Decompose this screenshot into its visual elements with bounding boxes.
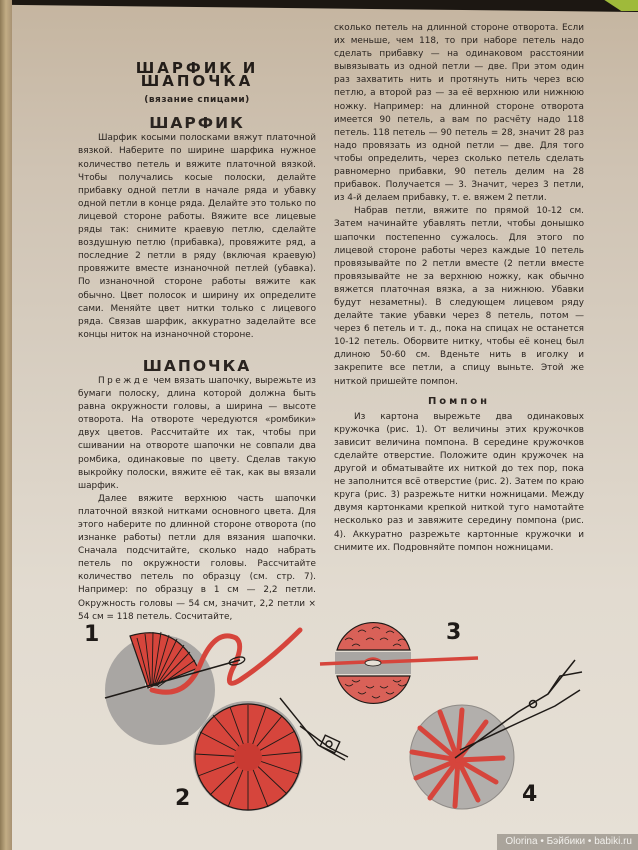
pompom-instructions: Из картона вырежьте два одинаковых кружочка (рис. 1). От величины этих кружочков зависит величина помпона. В середине кружочков сделайте отверстие. Положите один кружочек на другой и обматывайте их ниткой до тех пор, пока не заполнится всё отверстие (рис. 2). Затем по краю круга (рис. 3) разрежьте нитки ножницами. Между двумя картонками крепкой ниткой туго намотайте несколько раз и завяжите середину помпона (рис. 4). Аккуратно разрежьте картонные кружочки и снимите их. Подровняйте помпон ножницами. (334, 411, 584, 553)
hat-instructions-3: Набрав петли, вяжите по прямой 10-12 см. Затем начинайте убавлять петли, чтобы донышко шапочки постепенно сужалось. Для этого по лицевой стороне работы через каждые 10 петель провязывайте по 2 петли вместе (2 петли вместе провязывайте не за верхнюю ножку, как обычно вяжется платочная вязка, а за нижнюю. Убавки будут незаметны). В следующем лицевом ряду делайте такие убавки через 8 петель, потом — через 6 петель и т. д., пока на спицах не останется 10-12 петель. Оборвите нитку, чтобы её конец был длиною 50-60 см. Вденьте нить в иголку и закрепите все петли, а спицу выньте. Этой же ниткой пришейте помпон. (334, 206, 584, 387)
figure-label-2: 2 (175, 786, 191, 811)
figure-label-1: 1 (84, 622, 100, 647)
figure-4-cutting-pompom (410, 660, 582, 809)
article-title: ШАРФИК И ШАПОЧКА (135, 59, 259, 91)
figure-label-3: 3 (446, 620, 462, 645)
page-top-shadow (0, 0, 638, 12)
hat-p1-text: чем вязать шапочку, вырежьте из бумаги полоску, длина которой должна быть равна окружности головы, а ширина — высоте отворота. На отвороте чередуются «ромбики» двух цветов. Рассчитайте их так, чтобы при сшивании на отвороте шапочки не совпали два ромбика, одинаковые по цвету. Сделав такую выкройку полоски, вяжите её так, как вы вязали шарфик. (78, 375, 316, 491)
figure-2-wound-pompom (193, 701, 303, 811)
section-heading-hat: ШАПОЧКА (142, 356, 252, 375)
lead-word: Прежде (98, 375, 151, 386)
hat-instructions-2-continued: сколько петель на длинной стороне отворота. Если их меньше, чем 118, то при наборе петель надо сделать прибавку — на одинаковом расстоянии вывязывать из одной петли — две. При этом один раз захватить нить и протянуть нить через всю петлю, а второй раз — за её верхнюю или нижнюю ножку. Например: на длинной стороне отворота имеется 90 петель, а вам по расчёту надо 118 петель. 118 петель — 90 петель = 28, значит 28 раз надо провязать из одной петли — две. Для того чтобы определить, через сколько петель сделать равномерно прибавки, 90 петель делим на 28 прибавок. Получается — 3. Значит, через 3 петли, из 4-й делаем прибавку, т. е. вяжем 2 петли. (334, 23, 584, 204)
scarf-instructions: Шарфик косыми полосками вяжут платочной вязкой. Наберите по ширине шарфика нужное количество петель и вяжите платочной вязкой. Чтобы получались косые полоски, делайте прибавку одной петли в начале ряда и убавку одной петли в конце ряда. Делайте это только по лицевой стороне работы. Вяжите все лицевые ряды так: снимите краевую петлю, сделайте воздушную петлю (прибавка), провяжите ряд, а последние 2 петли в ряду (включая краевую) провяжите вместе изнаночной петлей (убавка). По изнаночной стороне работы вяжите как обычно. Цвет полосок и ширину их определите сами. Меняйте цвет нитки только с лицевого ряда. Связав шарфик, аккуратно заделайте все концы ниток на изнаночной стороне. (78, 133, 316, 340)
watermark: Olorina • Бэйбики • babiki.ru (497, 834, 638, 850)
section-heading-pompom: Помпон (427, 395, 491, 407)
right-column (334, 22, 584, 555)
left-column (78, 59, 316, 624)
article-subtitle: (вязание спицами) (144, 95, 250, 106)
hat-instructions-1 (78, 375, 316, 493)
figure-label-4: 4 (522, 782, 538, 807)
section-heading-scarf: ШАРФИК (149, 114, 245, 133)
hat-instructions-2: Далее вяжите верхнюю часть шапочки платочной вязкой нитками основного цвета. Для этого наберите по длинной стороне отворота (по изнанке работы) петли для вязания шапочки. Сначала подсчитайте, сколько надо набрать петель по окружности головы. Рассчитайте количество петель по образцу (см. стр. 7). Например: по образцу в 1 см — 2,2 петли. Окружность головы — 54 см, значит, 2,2 петли × 54 см = 118 петель. Сосчитайте, (78, 493, 316, 622)
illustrations (0, 600, 638, 830)
